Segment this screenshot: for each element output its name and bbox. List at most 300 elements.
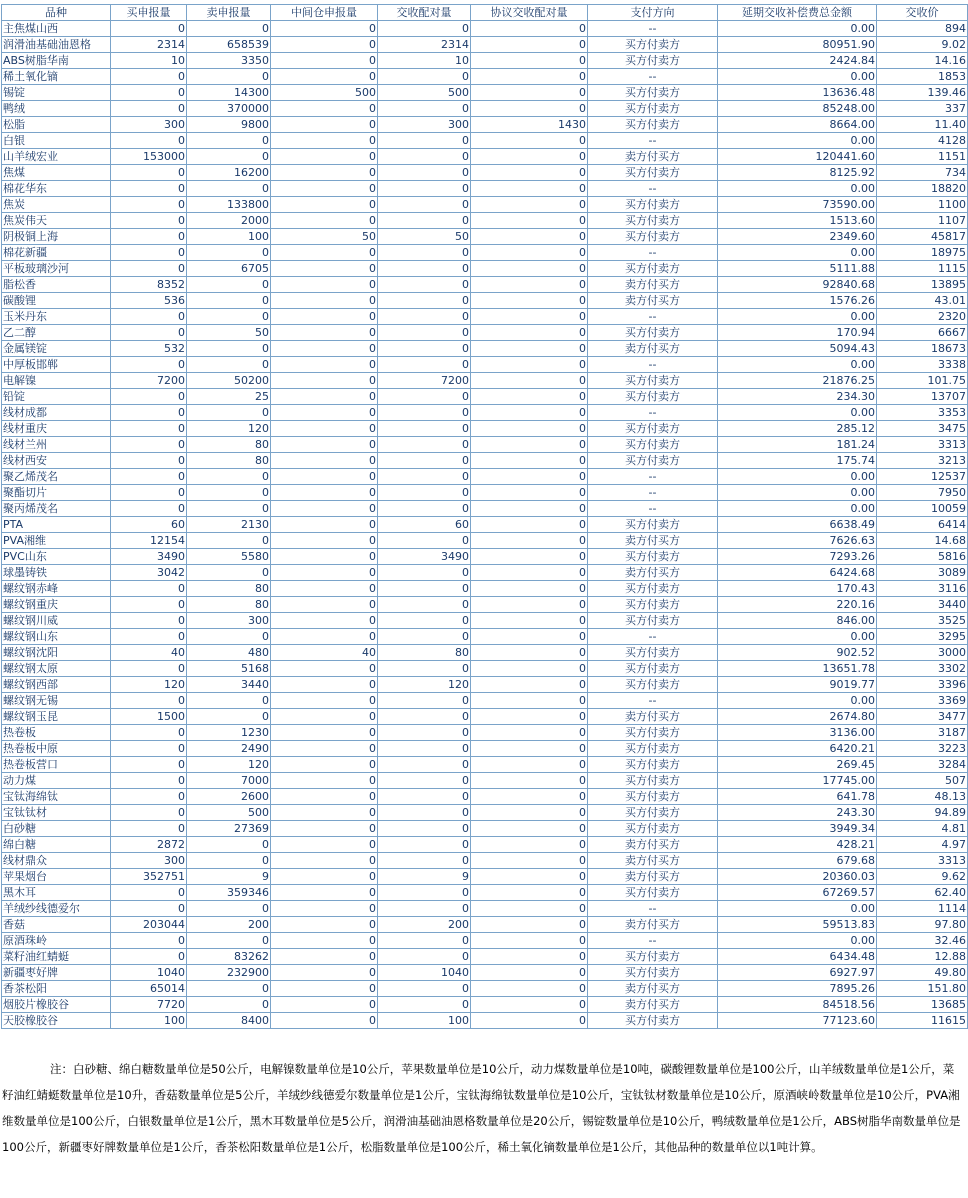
cell-compensation-total: 0.00 [718,245,877,261]
cell-buy-declared: 0 [111,437,187,453]
cell-payment-direction: 卖方付买方 [588,709,718,725]
cell-variety: 螺纹钢沈阳 [2,645,111,661]
cell-delivery-price: 507 [877,773,968,789]
cell-delivery-price: 337 [877,101,968,117]
cell-delivery-price: 4128 [877,133,968,149]
cell-variety: 线材成都 [2,405,111,421]
table-row [2,85,968,101]
cell-delivery-price: 139.46 [877,85,968,101]
cell-variety: 动力煤 [2,773,111,789]
cell-matched: 0 [378,629,471,645]
cell-intermediate-declared: 0 [271,789,378,805]
cell-variety: 绵白糖 [2,837,111,853]
cell-payment-direction: 卖方付买方 [588,837,718,853]
cell-payment-direction: 买方付卖方 [588,117,718,133]
cell-sell-declared: 0 [187,309,271,325]
cell-variety: 热卷板中原 [2,741,111,757]
cell-delivery-price: 48.13 [877,789,968,805]
cell-variety: ABS树脂华南 [2,53,111,69]
cell-variety: 线材兰州 [2,437,111,453]
cell-variety: 热卷板 [2,725,111,741]
table-row [2,229,968,245]
table-row [2,341,968,357]
cell-compensation-total: 84518.56 [718,997,877,1013]
cell-variety: 线材重庆 [2,421,111,437]
cell-agreement-matched: 0 [471,917,588,933]
cell-agreement-matched: 0 [471,53,588,69]
table-row [2,261,968,277]
cell-delivery-price: 1853 [877,69,968,85]
cell-variety: 螺纹钢西部 [2,677,111,693]
cell-variety: 线材西安 [2,453,111,469]
header-intermediate-declared: 中间仓申报量 [271,5,378,21]
cell-buy-declared: 0 [111,693,187,709]
cell-sell-declared: 300 [187,613,271,629]
cell-compensation-total: 21876.25 [718,373,877,389]
cell-delivery-price: 3295 [877,629,968,645]
cell-delivery-price: 12.88 [877,949,968,965]
cell-payment-direction: 卖方付买方 [588,565,718,581]
cell-delivery-price: 1107 [877,213,968,229]
cell-matched: 0 [378,853,471,869]
cell-variety: 螺纹钢赤峰 [2,581,111,597]
cell-matched: 0 [378,197,471,213]
cell-agreement-matched: 0 [471,901,588,917]
cell-buy-declared: 0 [111,181,187,197]
cell-agreement-matched: 0 [471,309,588,325]
cell-matched: 0 [378,757,471,773]
cell-payment-direction: -- [588,245,718,261]
cell-delivery-price: 3369 [877,693,968,709]
cell-variety: 平板玻璃沙河 [2,261,111,277]
cell-delivery-price: 9.02 [877,37,968,53]
cell-matched: 0 [378,341,471,357]
cell-agreement-matched: 0 [471,133,588,149]
cell-matched: 0 [378,453,471,469]
cell-compensation-total: 175.74 [718,453,877,469]
cell-agreement-matched: 0 [471,37,588,53]
cell-matched: 120 [378,677,471,693]
cell-buy-declared: 0 [111,757,187,773]
cell-agreement-matched: 0 [471,373,588,389]
cell-agreement-matched: 0 [471,325,588,341]
cell-sell-declared: 120 [187,421,271,437]
cell-buy-declared: 536 [111,293,187,309]
cell-buy-declared: 0 [111,741,187,757]
cell-compensation-total: 2674.80 [718,709,877,725]
cell-payment-direction: 买方付卖方 [588,85,718,101]
header-payment-direction: 支付方向 [588,5,718,21]
cell-variety: 玉米丹东 [2,309,111,325]
cell-sell-declared: 0 [187,933,271,949]
cell-intermediate-declared: 0 [271,693,378,709]
cell-agreement-matched: 0 [471,101,588,117]
table-row [2,133,968,149]
cell-sell-declared: 25 [187,389,271,405]
cell-variety: 松脂 [2,117,111,133]
cell-delivery-price: 97.80 [877,917,968,933]
cell-delivery-price: 9.62 [877,869,968,885]
cell-intermediate-declared: 0 [271,885,378,901]
cell-matched: 200 [378,917,471,933]
cell-sell-declared: 0 [187,501,271,517]
cell-buy-declared: 0 [111,597,187,613]
cell-sell-declared: 0 [187,533,271,549]
cell-intermediate-declared: 0 [271,677,378,693]
table-row [2,69,968,85]
cell-sell-declared: 8400 [187,1013,271,1029]
cell-compensation-total: 0.00 [718,901,877,917]
cell-compensation-total: 77123.60 [718,1013,877,1029]
cell-agreement-matched: 0 [471,21,588,37]
cell-intermediate-declared: 0 [271,21,378,37]
cell-delivery-price: 1100 [877,197,968,213]
cell-delivery-price: 6667 [877,325,968,341]
cell-intermediate-declared: 0 [271,117,378,133]
table-row [2,437,968,453]
cell-compensation-total: 2349.60 [718,229,877,245]
cell-buy-declared: 0 [111,245,187,261]
cell-delivery-price: 6414 [877,517,968,533]
cell-delivery-price: 3338 [877,357,968,373]
cell-payment-direction: 买方付卖方 [588,741,718,757]
cell-intermediate-declared: 0 [271,213,378,229]
cell-agreement-matched: 0 [471,197,588,213]
cell-matched: 0 [378,613,471,629]
cell-delivery-price: 7950 [877,485,968,501]
cell-matched: 0 [378,773,471,789]
cell-compensation-total: 120441.60 [718,149,877,165]
table-row [2,965,968,981]
cell-intermediate-declared: 0 [271,389,378,405]
cell-matched: 0 [378,181,471,197]
cell-agreement-matched: 0 [471,677,588,693]
cell-agreement-matched: 0 [471,501,588,517]
cell-payment-direction: 买方付卖方 [588,613,718,629]
cell-matched: 3490 [378,549,471,565]
cell-delivery-price: 1115 [877,261,968,277]
cell-delivery-price: 11.40 [877,117,968,133]
cell-intermediate-declared: 0 [271,741,378,757]
table-row [2,773,968,789]
table-row [2,389,968,405]
cell-delivery-price: 101.75 [877,373,968,389]
cell-buy-declared: 203044 [111,917,187,933]
cell-compensation-total: 269.45 [718,757,877,773]
cell-delivery-price: 2320 [877,309,968,325]
cell-intermediate-declared: 0 [271,69,378,85]
cell-payment-direction: 买方付卖方 [588,53,718,69]
cell-payment-direction: 买方付卖方 [588,261,718,277]
cell-delivery-price: 13707 [877,389,968,405]
table-row [2,661,968,677]
cell-payment-direction: 买方付卖方 [588,725,718,741]
cell-sell-declared: 80 [187,453,271,469]
cell-variety: 电解镍 [2,373,111,389]
cell-payment-direction: -- [588,357,718,373]
cell-buy-declared: 2314 [111,37,187,53]
cell-buy-declared: 1040 [111,965,187,981]
cell-agreement-matched: 0 [471,597,588,613]
cell-buy-declared: 0 [111,661,187,677]
table-row [2,501,968,517]
cell-sell-declared: 9800 [187,117,271,133]
cell-buy-declared: 0 [111,949,187,965]
cell-variety: 润滑油基础油恩格 [2,37,111,53]
cell-payment-direction: -- [588,405,718,421]
cell-payment-direction: 买方付卖方 [588,421,718,437]
cell-payment-direction: 买方付卖方 [588,373,718,389]
cell-variety: 聚乙烯茂名 [2,469,111,485]
cell-intermediate-declared: 0 [271,37,378,53]
cell-matched: 0 [378,245,471,261]
table-row [2,101,968,117]
cell-buy-declared: 12154 [111,533,187,549]
cell-agreement-matched: 0 [471,69,588,85]
cell-compensation-total: 7626.63 [718,533,877,549]
footnote: 注：白砂糖、绵白糖数量单位是50公斤，电解镍数量单位是10公斤，苹果数量单位是10公斤，动力煤数量单位是10吨，碳酸锂数量单位是100公斤，山羊绒数量单位是1公斤，菜籽油红蜻蜓数量单位是10升，香菇数量单位是5公斤，羊绒纱线德爱尔数量单位是1公斤，宝钛海绵钛数量单位是10公斤，宝钛钛材数量单位是10公斤，原酒峡岭数量单位是10公斤，PVA湘维数量单位是100公斤，白银数量单位是1公斤，黑木耳数量单位是5公斤，润滑油基础油恩格数量单位是20公斤，锡锭数量单位是10公斤，鸭绒数量单位是1公斤，ABS树脂华南数量单位是100公斤，新疆枣好牌数量单位是1公斤，香茶松阳数量单位是1公斤，松脂数量单位是100公斤，稀土氧化镝数量单位是1公斤，其他品种的数量单位以1吨计算。 [2,1062,961,1154]
cell-payment-direction: 买方付卖方 [588,229,718,245]
cell-matched: 0 [378,693,471,709]
cell-compensation-total: 0.00 [718,405,877,421]
cell-compensation-total: 1576.26 [718,293,877,309]
cell-delivery-price: 3284 [877,757,968,773]
cell-compensation-total: 0.00 [718,933,877,949]
cell-agreement-matched: 0 [471,453,588,469]
cell-buy-declared: 120 [111,677,187,693]
cell-payment-direction: -- [588,933,718,949]
cell-buy-declared: 0 [111,773,187,789]
cell-delivery-price: 734 [877,165,968,181]
cell-agreement-matched: 1430 [471,117,588,133]
cell-compensation-total: 0.00 [718,181,877,197]
cell-payment-direction: 买方付卖方 [588,885,718,901]
cell-compensation-total: 170.43 [718,581,877,597]
cell-delivery-price: 10059 [877,501,968,517]
cell-intermediate-declared: 0 [271,805,378,821]
cell-compensation-total: 243.30 [718,805,877,821]
cell-intermediate-declared: 0 [271,133,378,149]
table-row [2,245,968,261]
cell-intermediate-declared: 0 [271,757,378,773]
cell-intermediate-declared: 0 [271,181,378,197]
cell-variety: 山羊绒宏业 [2,149,111,165]
cell-delivery-price: 14.68 [877,533,968,549]
cell-sell-declared: 0 [187,629,271,645]
cell-delivery-price: 5816 [877,549,968,565]
cell-buy-declared: 153000 [111,149,187,165]
cell-matched: 0 [378,101,471,117]
cell-compensation-total: 6638.49 [718,517,877,533]
cell-compensation-total: 73590.00 [718,197,877,213]
cell-matched: 0 [378,565,471,581]
cell-compensation-total: 6434.48 [718,949,877,965]
cell-delivery-price: 32.46 [877,933,968,949]
cell-compensation-total: 0.00 [718,501,877,517]
cell-matched: 7200 [378,373,471,389]
table-row [2,853,968,869]
cell-payment-direction: 买方付卖方 [588,757,718,773]
table-row [2,149,968,165]
cell-intermediate-declared: 0 [271,165,378,181]
cell-agreement-matched: 0 [471,997,588,1013]
cell-matched: 0 [378,149,471,165]
cell-compensation-total: 220.16 [718,597,877,613]
cell-agreement-matched: 0 [471,805,588,821]
table-row [2,565,968,581]
cell-compensation-total: 0.00 [718,357,877,373]
cell-agreement-matched: 0 [471,293,588,309]
cell-payment-direction: 卖方付买方 [588,917,718,933]
cell-intermediate-declared: 0 [271,501,378,517]
cell-buy-declared: 0 [111,725,187,741]
cell-matched: 0 [378,437,471,453]
header-delivery-price: 交收价 [877,5,968,21]
cell-intermediate-declared: 0 [271,853,378,869]
cell-matched: 60 [378,517,471,533]
cell-compensation-total: 0.00 [718,693,877,709]
cell-sell-declared: 5580 [187,549,271,565]
cell-buy-declared: 8352 [111,277,187,293]
cell-intermediate-declared: 0 [271,309,378,325]
cell-buy-declared: 3490 [111,549,187,565]
cell-buy-declared: 0 [111,21,187,37]
cell-payment-direction: -- [588,469,718,485]
table-row [2,21,968,37]
cell-agreement-matched: 0 [471,965,588,981]
cell-compensation-total: 846.00 [718,613,877,629]
cell-matched: 10 [378,53,471,69]
cell-agreement-matched: 0 [471,869,588,885]
cell-payment-direction: 买方付卖方 [588,389,718,405]
cell-payment-direction: 买方付卖方 [588,1013,718,1029]
table-row [2,117,968,133]
cell-buy-declared: 0 [111,389,187,405]
header-compensation-total: 延期交收补偿费总金额 [718,5,877,21]
cell-intermediate-declared: 0 [271,821,378,837]
cell-variety: 鸭绒 [2,101,111,117]
cell-variety: 白银 [2,133,111,149]
cell-compensation-total: 2424.84 [718,53,877,69]
cell-buy-declared: 0 [111,501,187,517]
cell-buy-declared: 0 [111,325,187,341]
cell-sell-declared: 2130 [187,517,271,533]
cell-intermediate-declared: 0 [271,517,378,533]
cell-compensation-total: 3949.34 [718,821,877,837]
cell-agreement-matched: 0 [471,933,588,949]
cell-intermediate-declared: 0 [271,709,378,725]
cell-delivery-price: 1114 [877,901,968,917]
cell-variety: 宝钛钛材 [2,805,111,821]
cell-variety: 香菇 [2,917,111,933]
cell-compensation-total: 0.00 [718,469,877,485]
cell-payment-direction: 买方付卖方 [588,213,718,229]
cell-compensation-total: 7293.26 [718,549,877,565]
cell-variety: PTA [2,517,111,533]
cell-matched: 9 [378,869,471,885]
cell-sell-declared: 9 [187,869,271,885]
cell-variety: 球墨铸铁 [2,565,111,581]
cell-delivery-price: 3475 [877,421,968,437]
cell-intermediate-declared: 0 [271,581,378,597]
cell-intermediate-declared: 0 [271,437,378,453]
cell-variety: 黑木耳 [2,885,111,901]
table-row [2,421,968,437]
cell-intermediate-declared: 0 [271,901,378,917]
cell-agreement-matched: 0 [471,261,588,277]
cell-matched: 0 [378,325,471,341]
cell-sell-declared: 3440 [187,677,271,693]
cell-agreement-matched: 0 [471,357,588,373]
cell-variety: 螺纹钢山东 [2,629,111,645]
table-row [2,597,968,613]
cell-compensation-total: 234.30 [718,389,877,405]
cell-sell-declared: 1230 [187,725,271,741]
cell-intermediate-declared: 0 [271,565,378,581]
cell-payment-direction: 买方付卖方 [588,805,718,821]
cell-variety: 新疆枣好牌 [2,965,111,981]
cell-compensation-total: 285.12 [718,421,877,437]
cell-agreement-matched: 0 [471,709,588,725]
cell-delivery-price: 3313 [877,437,968,453]
cell-compensation-total: 181.24 [718,437,877,453]
cell-matched: 0 [378,789,471,805]
cell-payment-direction: -- [588,181,718,197]
cell-agreement-matched: 0 [471,949,588,965]
cell-compensation-total: 902.52 [718,645,877,661]
cell-agreement-matched: 0 [471,277,588,293]
table-row [2,37,968,53]
cell-matched: 100 [378,1013,471,1029]
cell-sell-declared: 50200 [187,373,271,389]
table-row [2,485,968,501]
cell-intermediate-declared: 0 [271,341,378,357]
cell-compensation-total: 679.68 [718,853,877,869]
cell-delivery-price: 12537 [877,469,968,485]
cell-buy-declared: 0 [111,581,187,597]
table-row [2,869,968,885]
cell-variety: 金属镁锭 [2,341,111,357]
cell-buy-declared: 10 [111,53,187,69]
cell-compensation-total: 7895.26 [718,981,877,997]
cell-matched: 0 [378,293,471,309]
cell-payment-direction: 买方付卖方 [588,645,718,661]
cell-variety: 锡锭 [2,85,111,101]
cell-matched: 0 [378,997,471,1013]
cell-agreement-matched: 0 [471,581,588,597]
cell-agreement-matched: 0 [471,389,588,405]
cell-matched: 0 [378,597,471,613]
cell-variety: 螺纹钢川威 [2,613,111,629]
cell-variety: 聚酯切片 [2,485,111,501]
cell-payment-direction: 买方付卖方 [588,821,718,837]
cell-payment-direction: 买方付卖方 [588,517,718,533]
table-row [2,357,968,373]
cell-intermediate-declared: 0 [271,101,378,117]
cell-delivery-price: 4.81 [877,821,968,837]
cell-intermediate-declared: 0 [271,725,378,741]
table-row [2,949,968,965]
cell-variety: 铅锭 [2,389,111,405]
cell-sell-declared: 0 [187,293,271,309]
cell-payment-direction: 买方付卖方 [588,581,718,597]
cell-compensation-total: 428.21 [718,837,877,853]
cell-intermediate-declared: 0 [271,149,378,165]
cell-agreement-matched: 0 [471,981,588,997]
table-row [2,181,968,197]
cell-compensation-total: 5111.88 [718,261,877,277]
cell-sell-declared: 0 [187,469,271,485]
